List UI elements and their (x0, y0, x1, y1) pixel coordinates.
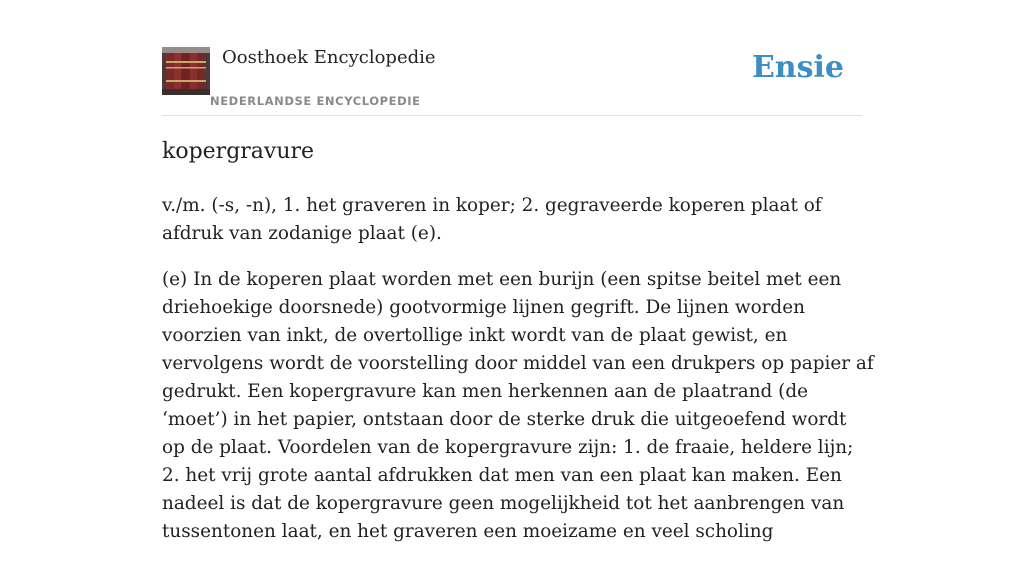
site-title[interactable]: Oosthoek Encyclopedie (222, 47, 436, 68)
entry-definition: v./m. (-s, -n), 1. het graveren in koper; 2. gegraveerde koperen plaat of afdruk van zodanige plaat (e). (162, 195, 822, 244)
book-spines-icon[interactable] (162, 47, 210, 95)
site-header (162, 40, 862, 116)
entry-explanation: (e) In de koperen plaat worden met een burijn (een spitse beitel met een driehoekige doorsnede) gootvormige lijnen gegrift. De lijnen worden voorzien van inkt, de overtollige inkt wordt van de plaat gewist, en vervolgens wordt de voorstelling door middel van een drukpers op papier af gedrukt. Een kopergravure kan men herkennen aan de plaatrand (de ‘moet’) in het papier, ontstaan door de sterke druk die uitgeoefend wordt op de plaat. Voordelen van de kopergravure zijn: 1. de fraaie, heldere lijn; 2. het vrij grote aantal afdrukken dat men van een plaat kan maken. Een nadeel is dat de kopergravure geen mogelijkheid tot het aanbrengen van tussentonen laat, en het graveren een moeizame en veel scholing (162, 269, 874, 542)
entry-content (162, 192, 874, 564)
entry-title: kopergravure (162, 139, 315, 164)
site-subtitle: NEDERLANDSE ENCYCLOPEDIE (210, 94, 421, 108)
brand-logo-link[interactable]: Ensie (751, 50, 844, 85)
